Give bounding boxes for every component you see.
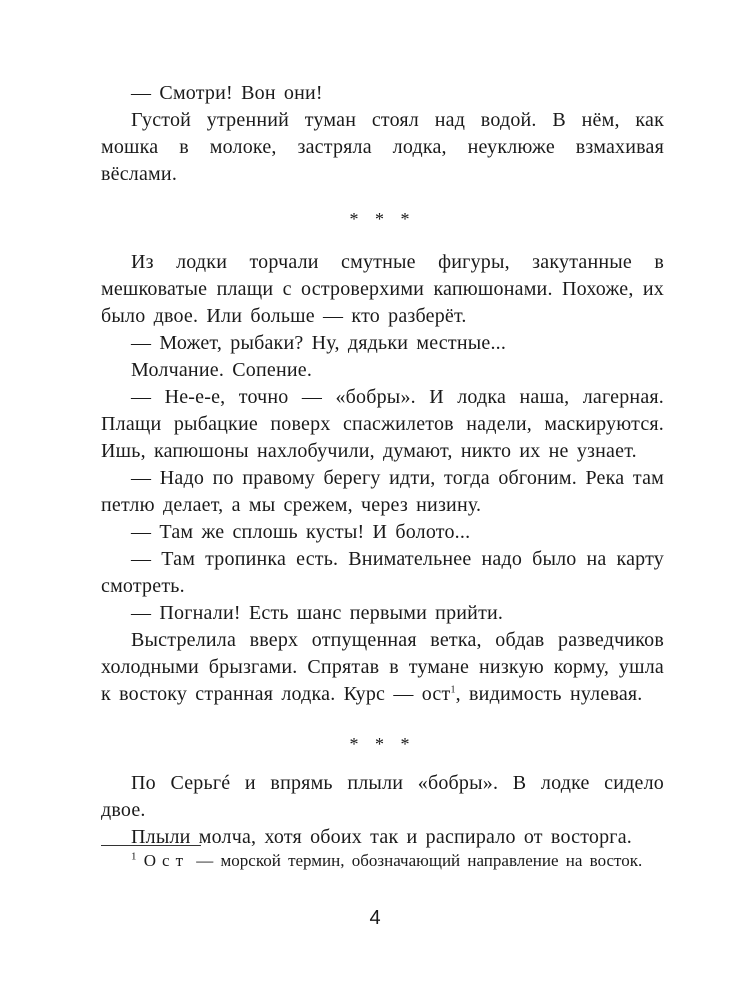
paragraph-text: Выстрелила вверх отпущенная ветка, обдав разведчиков холодными брызгами. Спрятав в тумане низкую корму, ушла к востоку странная лодка. Курс — ост — [101, 629, 664, 705]
paragraph-with-footnote-ref — [101, 627, 664, 708]
section-separator: * * * — [349, 209, 416, 229]
paragraph: — Не-е-е, точно — «бобры». И лодка наша, лагерная. Плащи рыбацкие поверх спасжилетов надели, маскируются. Ишь, капюшоны нахлобучили, думают, никто их не узнает. — [101, 386, 664, 462]
paragraph: — Там тропинка есть. Внимательнее надо было на карту смотреть. — [101, 548, 664, 597]
paragraph: По Серьгé и впрямь плыли «бобры». В лодке сидело двое. — [101, 772, 664, 821]
footnote-reference[interactable]: 1 — [450, 684, 456, 696]
paragraph: — Может, рыбаки? Ну, дядьки местные... — [131, 332, 507, 354]
paragraph: — Там же сплошь кусты! И болото... — [131, 521, 471, 543]
page-body — [101, 80, 664, 851]
paragraph: — Смотри! Вон они! — [131, 82, 323, 104]
paragraph: Густой утренний туман стоял над водой. В нём, как мошка в молоке, застряла лодка, неуклюже взмахивая вёслами. — [101, 109, 664, 185]
footnote — [101, 849, 664, 872]
footnote-divider — [101, 845, 201, 846]
paragraph-text: , видимость нулевая. — [455, 683, 643, 705]
page-number: 4 — [369, 907, 381, 929]
paragraph: — Надо по правому берегу идти, тогда обгоним. Река там петлю делает, а мы срежем, через низину. — [101, 467, 664, 516]
footnote-text: — морской термин, обозначающий направление на восток. — [189, 851, 643, 870]
section-separator: * * * — [349, 734, 416, 754]
footnote-term: Ост — [143, 851, 190, 870]
paragraph: Плыли молча, хотя обоих так и распирало от восторга. — [131, 826, 632, 848]
footnote-mark: 1 — [131, 850, 137, 863]
paragraph: Молчание. Сопение. — [131, 359, 313, 381]
paragraph: — Погнали! Есть шанс первыми прийти. — [131, 602, 504, 624]
paragraph: Из лодки торчали смутные фигуры, закутанные в мешковатые плащи с островерхими капюшонами. Похоже, их было двое. Или больше — кто разберёт. — [101, 251, 664, 327]
